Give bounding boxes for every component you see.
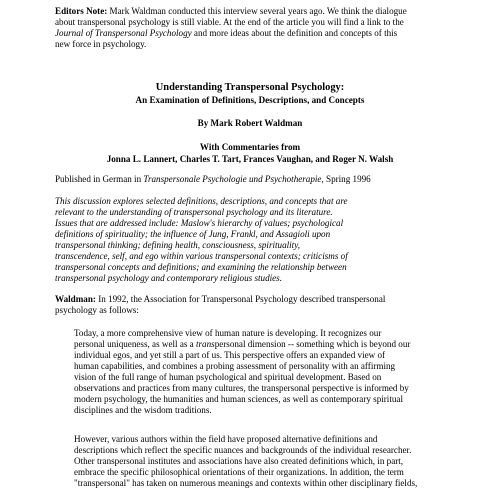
block-quote <box>74 328 410 416</box>
dialogue-opening: Waldman: In 1992, the Association for Transpersonal Psychology described transpersonal psychology as follows: <box>55 294 386 315</box>
quote-line: individual egos, and yet still a part of us. This perspective offers an expanded view of <box>74 350 386 360</box>
quote-line: Today, a more comprehensive view of human nature is developing. It recognizes our <box>74 328 382 338</box>
quote-line: disciplines and the wisdom traditions. <box>74 405 212 415</box>
quote-line: modern psychology, the humanities and human sciences, as well as contemporary spiritual <box>74 394 403 404</box>
quote-line: personal uniqueness, as well as a transpersonal dimension -- something which is beyond our <box>74 339 411 349</box>
paragraph-line: "transpersonal" has taken on numerous meanings and contexts within other disciplinary fields, <box>74 478 418 488</box>
speaker-label: Waldman: <box>55 294 96 304</box>
abstract-line: transpersonal concepts and definitions; and examining the relationship between <box>55 262 347 272</box>
editor-note-line-2: about transpersonal psychology is still viable. At the end of the article you will find a link to the <box>55 17 404 27</box>
abstract-line: transcendence, self, and ego within various transpersonal contexts; criticisms of <box>55 251 348 261</box>
quote-line: vision of the full range of human psychological and spiritual development. Based on <box>74 372 382 382</box>
article-title: Understanding Transpersonal Psychology: <box>155 82 345 93</box>
quote-line: observations and practices from many cultures, the transpersonal perspective is informed by <box>74 383 409 393</box>
abstract-line: Issues that are addressed include: Maslow's hierarchy of values; psychological <box>55 218 344 228</box>
commentators: Jonna L. Lannert, Charles T. Tart, Frances Vaughan, and Roger N. Walsh <box>106 154 394 164</box>
editor-note-line-1: Editors Note: Mark Waldman conducted this interview several years ago. We think the dialogue <box>55 6 407 16</box>
abstract-line: relevant to the understanding of transpersonal psychology and its literature. <box>55 207 333 217</box>
editor-note-line-4: new force in psychology. <box>55 39 147 49</box>
paragraph-line: embrace the specific philosophical orientations of their organizations. In addition, the term <box>74 467 404 477</box>
editor-note-label: Editors Note: <box>55 6 108 16</box>
abstract-line: This discussion explores selected definitions, descriptions, and concepts that are <box>55 196 348 206</box>
abstract <box>55 196 348 284</box>
article-subtitle: An Examination of Definitions, Descriptions, and Concepts <box>135 95 365 105</box>
editor-note <box>55 6 407 50</box>
publication-journal: Transpersonale Psychologie und Psychotherapie <box>143 174 322 184</box>
publication-info: Published in German in Transpersonale Psychologie und Psychotherapie, Spring 1996 <box>55 174 371 184</box>
paragraph-line: However, various authors within the field have proposed alternative definitions and <box>74 434 378 444</box>
editor-note-line-3: Journal of Transpersonal Psychology and more ideas about the definition and concepts of this <box>55 28 398 38</box>
commentaries-label: With Commentaries from <box>199 142 301 152</box>
paragraph-line: Other transpersonal institutes and associations have also created definitions which, in part, <box>74 456 404 466</box>
quote-line: human capabilities, and combines a probing assessment of personality with an affirming <box>74 361 396 371</box>
closing-paragraph <box>74 434 417 489</box>
abstract-line: definitions of spirituality; the influence of Jung, Frankl, and Assagioli upon <box>55 229 331 239</box>
abstract-line: transpersonal psychology and contemporary religious studies. <box>55 273 282 283</box>
abstract-line: transpersonal thinking; defining health, consciousness, spirituality, <box>55 240 301 250</box>
paragraph-line: descriptions which reflect the specific nuances and backgrounds of the individual researcher. <box>74 445 412 455</box>
journal-name: Journal of Transpersonal Psychology <box>55 28 192 38</box>
byline: By Mark Robert Waldman <box>197 118 303 128</box>
